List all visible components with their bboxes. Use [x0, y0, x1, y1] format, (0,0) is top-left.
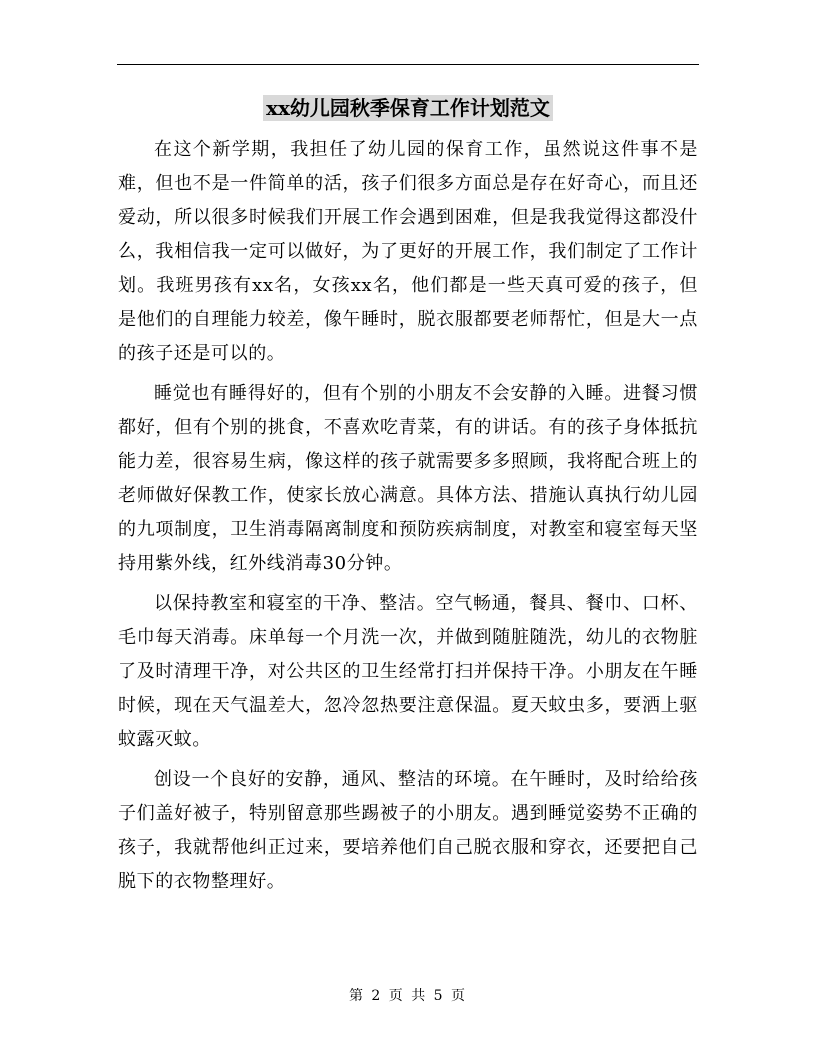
header-rule — [117, 64, 699, 65]
paragraph-3: 以保持教室和寝室的干净、整洁。空气畅通，餐具、餐巾、口杯、毛巾每天消毒。床单每一个月洗一次，并做到随脏随洗，幼儿的衣物脏了及时清理干净，对公共区的卫生经常打扫并保持干净。小朋友在午睡时候，现在天气温差大，忽冷忽热要注意保温。夏天蚊虫多，要洒上驱蚊露灭蚊。 — [118, 593, 698, 750]
title-container — [0, 95, 816, 121]
paragraph-1: 在这个新学期，我担任了幼儿园的保育工作，虽然说这件事不是难，但也不是一件简单的活，孩子们很多方面总是存在好奇心，而且还爱动，所以很多时候我们开展工作会遇到困难，但是我我觉得这都没什么，我相信我一定可以做好，为了更好的开展工作，我们制定了工作计划。我班男孩有xx名，女孩xx名，他们都是一些天真可爱的孩子，但是他们的自理能力较差，像午睡时，脱衣服都要老师帮忙，但是大一点的孩子还是可以的。 — [118, 139, 698, 364]
paragraph-2: 睡觉也有睡得好的，但有个别的小朋友不会安静的入睡。进餐习惯都好，但有个别的挑食，不喜欢吃青菜，有的讲话。有的孩子身体抵抗能力差，很容易生病，像这样的孩子就需要多多照顾，我将配合班上的老师做好保教工作，使家长放心满意。具体方法、措施认真执行幼儿园的九项制度，卫生消毒隔离制度和预防疾病制度，对教室和寝室每天坚持用紫外线，红外线消毒30分钟。 — [118, 383, 698, 574]
document-title: xx幼儿园秋季保育工作计划范文 — [263, 95, 553, 121]
document-body — [118, 133, 698, 899]
page-footer: 第 2 页 共 5 页 — [348, 988, 468, 1004]
paragraph-4: 创设一个良好的安静，通风、整洁的环境。在午睡时，及时给给孩子们盖好被子，特别留意那些踢被子的小朋友。遇到睡觉姿势不正确的孩子，我就帮他纠正过来，要培养他们自己脱衣服和穿衣，还要把自己脱下的衣物整理好。 — [118, 769, 698, 892]
